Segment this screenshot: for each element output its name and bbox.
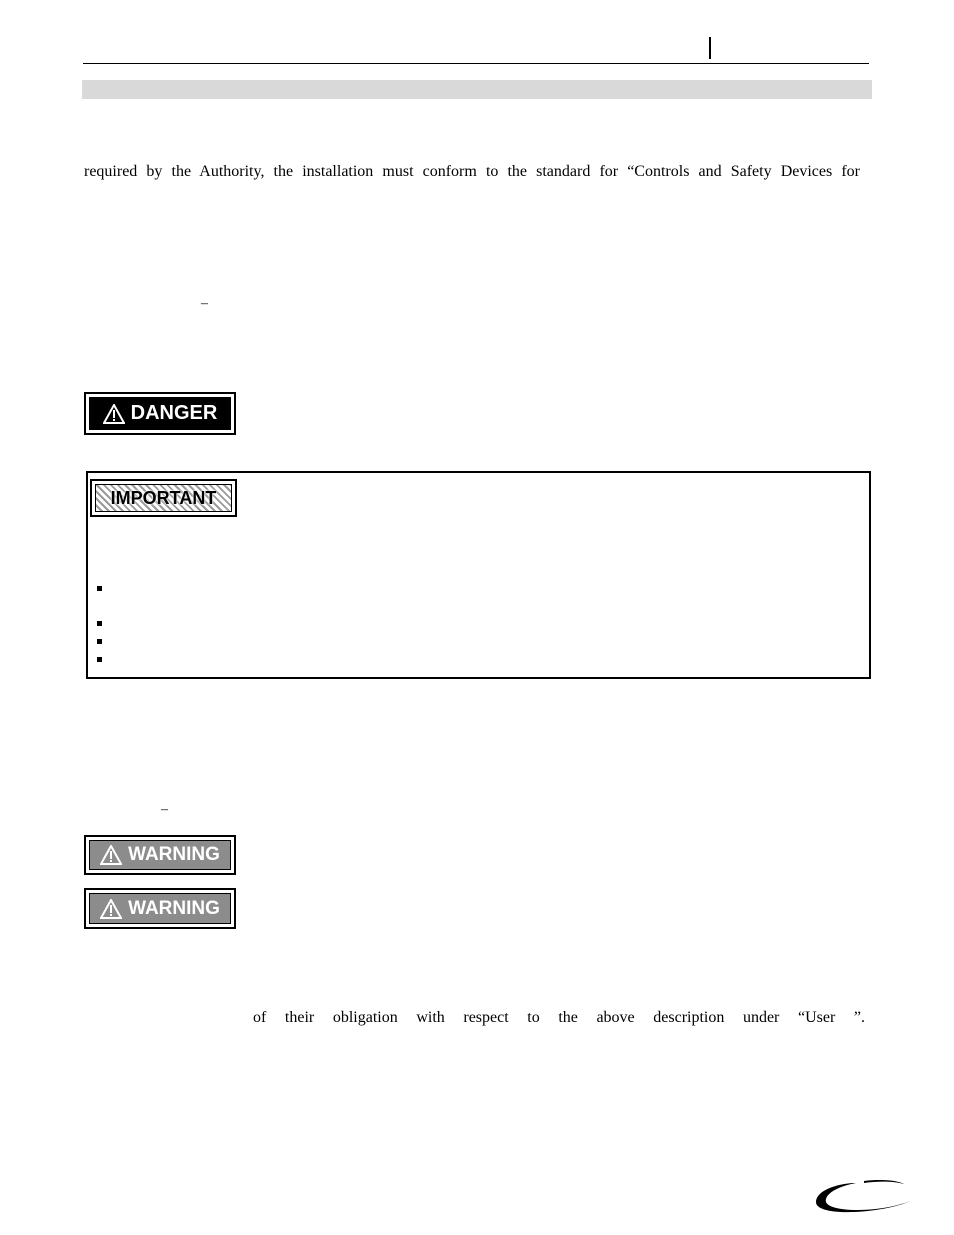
- important-label: [90, 479, 237, 517]
- section-heading-bar: [82, 80, 872, 99]
- warning-label-text: WARNING: [128, 897, 220, 919]
- dash-mark: –: [201, 296, 208, 311]
- warning-label: [84, 888, 236, 929]
- header-rule: [83, 63, 869, 64]
- warning-triangle-icon: [100, 899, 122, 919]
- list-bullet: [97, 639, 102, 644]
- dash-mark: –: [161, 802, 168, 817]
- paragraph-user-obligation: of their obligation with respect to the above description under “User ”.: [253, 1009, 865, 1026]
- list-bullet: [97, 657, 102, 662]
- header-divider-tick: [709, 37, 711, 59]
- warning-triangle-icon: [100, 845, 122, 865]
- danger-label: [84, 392, 236, 435]
- list-bullet: [97, 621, 102, 626]
- swoosh-logo-icon: [812, 1175, 912, 1217]
- list-bullet: [97, 586, 102, 591]
- warning-label-text: WARNING: [128, 844, 220, 865]
- warning-triangle-icon: [103, 404, 125, 424]
- warning-label: [84, 835, 236, 875]
- paragraph-authority-standard: required by the Authority, the installation must conform to the standard for “Controls and Safety Devices for: [84, 163, 860, 180]
- danger-label-text: DANGER: [130, 402, 218, 424]
- important-label-text: IMPORTANT: [110, 487, 217, 508]
